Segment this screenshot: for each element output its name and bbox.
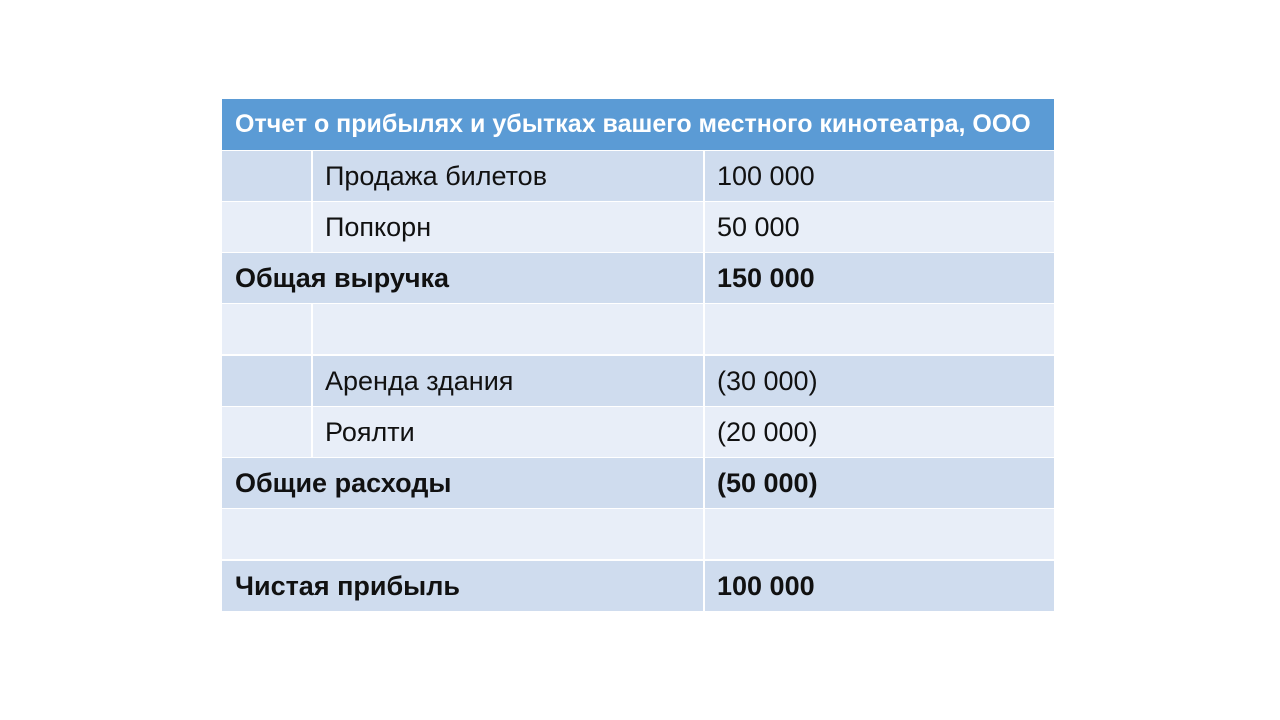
row-value: (30 000) <box>705 356 1054 406</box>
row-value: (20 000) <box>705 407 1054 457</box>
row-value <box>705 509 1054 559</box>
row-value: 50 000 <box>705 202 1054 252</box>
income-statement-table <box>222 99 1054 612</box>
total-row <box>222 561 1054 611</box>
indent-cell <box>222 202 311 252</box>
table-row <box>222 407 1054 457</box>
row-value: 150 000 <box>705 253 1054 303</box>
row-value <box>705 304 1054 354</box>
row-label: Общая выручка <box>222 253 703 303</box>
table-row <box>222 356 1054 406</box>
table-row <box>222 202 1054 252</box>
row-label: Роялти <box>313 407 703 457</box>
row-label: Общие расходы <box>222 458 703 508</box>
row-label: Продажа билетов <box>313 151 703 201</box>
row-label: Аренда здания <box>313 356 703 406</box>
table-row <box>222 304 1054 354</box>
row-value: 100 000 <box>705 151 1054 201</box>
row-value: 100 000 <box>705 561 1054 611</box>
table-row <box>222 509 1054 559</box>
row-label: Попкорн <box>313 202 703 252</box>
row-label: Чистая прибыль <box>222 561 703 611</box>
indent-cell <box>222 304 311 354</box>
row-label <box>313 304 703 354</box>
indent-cell <box>222 356 311 406</box>
total-row <box>222 253 1054 303</box>
table-row <box>222 151 1054 201</box>
indent-cell <box>222 151 311 201</box>
indent-cell <box>222 407 311 457</box>
table-title: Отчет о прибылях и убытках вашего местного кинотеатра, ООО <box>222 99 1054 150</box>
row-value: (50 000) <box>705 458 1054 508</box>
row-label <box>222 509 703 559</box>
total-row <box>222 458 1054 508</box>
